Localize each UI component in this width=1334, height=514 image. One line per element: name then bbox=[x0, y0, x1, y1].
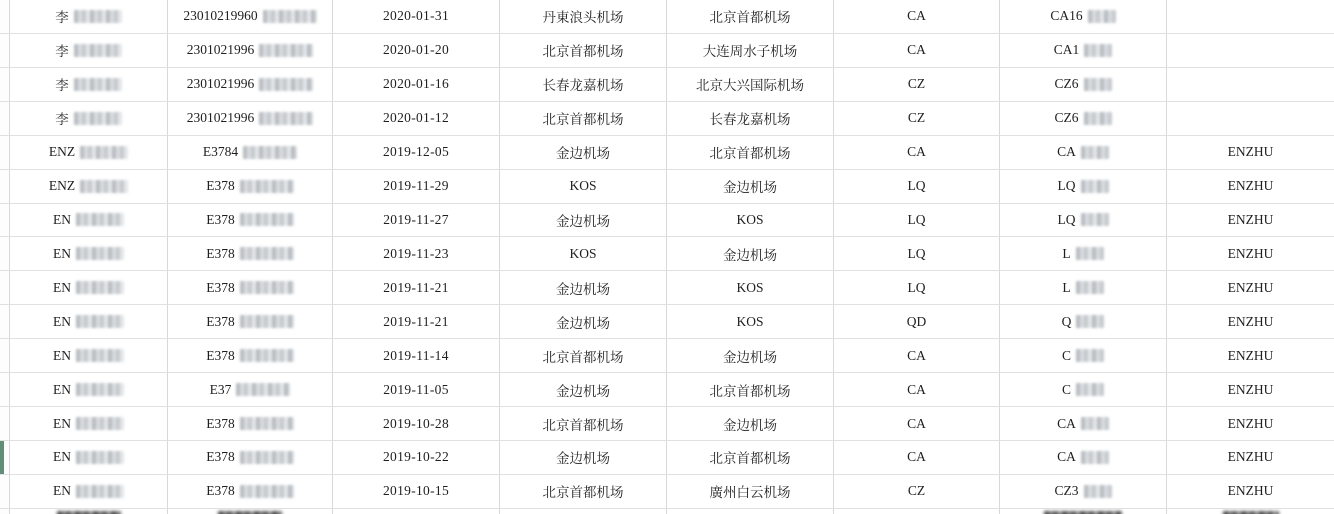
row-gutter bbox=[0, 204, 10, 237]
name-visible-text: EN bbox=[53, 415, 71, 431]
redaction-blur bbox=[80, 180, 128, 193]
flight-visible-text: C bbox=[1061, 347, 1071, 363]
id-visible-text: E378 bbox=[206, 483, 235, 499]
redaction-blur bbox=[240, 451, 294, 464]
flight-visible-text: CA16 bbox=[1050, 8, 1083, 24]
flight-visible-text: C bbox=[1061, 381, 1071, 397]
row-gutter bbox=[0, 0, 10, 33]
redaction-blur bbox=[1076, 383, 1104, 396]
cell-flight-number[interactable] bbox=[1000, 237, 1167, 270]
cell-airline-code[interactable]: CZ bbox=[834, 102, 1000, 135]
redaction-blur bbox=[1084, 112, 1112, 125]
cell-passenger-name-cn[interactable] bbox=[10, 136, 168, 169]
cell-id-number[interactable] bbox=[168, 441, 333, 474]
row-gutter bbox=[0, 102, 10, 135]
cell-passenger-partial bbox=[1167, 509, 1334, 514]
redaction-blur bbox=[240, 281, 294, 294]
cell-departure-airport[interactable]: 金边机场 bbox=[500, 271, 667, 304]
cell-id-number[interactable] bbox=[168, 170, 333, 203]
row-gutter bbox=[0, 271, 10, 304]
cell-flight-number[interactable] bbox=[1000, 475, 1167, 508]
cell-passenger-name-cn[interactable] bbox=[10, 237, 168, 270]
cell-flight-date[interactable]: 2019-11-23 bbox=[333, 237, 500, 270]
cell-flight-date[interactable]: 2019-10-15 bbox=[333, 475, 500, 508]
redaction-blur bbox=[76, 349, 124, 362]
cell-airline-code[interactable]: CA bbox=[834, 373, 1000, 406]
cell-id-number[interactable] bbox=[168, 237, 333, 270]
cell-arrival-airport[interactable]: 长春龙嘉机场 bbox=[667, 102, 834, 135]
redaction-blur bbox=[1088, 10, 1116, 23]
redaction-blur bbox=[243, 146, 297, 159]
table-row[interactable] bbox=[0, 204, 1334, 238]
row-gutter bbox=[0, 136, 10, 169]
cell-airline-code[interactable]: CA bbox=[834, 34, 1000, 67]
name-visible-text: ENZ bbox=[48, 178, 76, 194]
cell-departure-airport[interactable]: KOS bbox=[500, 170, 667, 203]
cell-passenger-name-cn[interactable] bbox=[10, 373, 168, 406]
cell-flight-date[interactable]: 2019-10-22 bbox=[333, 441, 500, 474]
redaction-blur bbox=[1081, 213, 1109, 226]
table-row[interactable] bbox=[0, 305, 1334, 339]
cell-id-partial bbox=[168, 509, 333, 514]
cell-departure-airport[interactable]: 金边机场 bbox=[500, 305, 667, 338]
cell-arrival-airport[interactable]: 金边机场 bbox=[667, 237, 834, 270]
redaction-blur bbox=[74, 78, 122, 91]
table-row[interactable] bbox=[0, 68, 1334, 102]
cell-passenger-name-en[interactable] bbox=[1167, 34, 1334, 67]
cell-airline-code[interactable]: CA bbox=[834, 0, 1000, 33]
id-visible-text: E378 bbox=[206, 415, 235, 431]
cell-airline-code[interactable]: LQ bbox=[834, 204, 1000, 237]
flight-visible-text: L bbox=[1062, 279, 1071, 295]
redaction-blur bbox=[76, 281, 124, 294]
row-gutter bbox=[0, 509, 10, 514]
id-visible-text: 2301021996 bbox=[186, 76, 255, 92]
partial-next-row bbox=[0, 509, 1334, 514]
name-visible-text: ENZ bbox=[48, 144, 76, 160]
redaction-blur bbox=[240, 315, 294, 328]
redaction-blur bbox=[240, 485, 294, 498]
cell-passenger-name-en[interactable]: ENZHU bbox=[1227, 483, 1274, 499]
name-visible-text: EN bbox=[53, 449, 71, 465]
redaction-blur bbox=[1081, 146, 1109, 159]
cell-departure-airport[interactable]: 金边机场 bbox=[500, 441, 667, 474]
cell-id-number[interactable] bbox=[168, 204, 333, 237]
cell-departure-airport[interactable]: 北京首都机场 bbox=[500, 102, 667, 135]
cell-airline-code[interactable]: CZ bbox=[834, 68, 1000, 101]
cell-passenger-name-en[interactable]: ENZHU bbox=[1227, 245, 1274, 261]
cell-departure-airport[interactable]: 金边机场 bbox=[500, 373, 667, 406]
table-row[interactable] bbox=[0, 475, 1334, 509]
cell-flight-number[interactable] bbox=[1000, 271, 1167, 304]
id-visible-text: 23010219960 bbox=[183, 8, 258, 24]
cell-arrival-airport[interactable]: 北京大兴国际机场 bbox=[667, 68, 834, 101]
cell-id-number[interactable] bbox=[168, 373, 333, 406]
id-visible-text: E378 bbox=[206, 211, 235, 227]
redaction-blur bbox=[259, 44, 313, 57]
redaction-blur bbox=[1081, 180, 1109, 193]
cell-departure-airport[interactable]: 北京首都机场 bbox=[500, 34, 667, 67]
redaction-blur bbox=[1081, 417, 1109, 430]
cell-flight-number[interactable] bbox=[1000, 373, 1167, 406]
cell-departure-airport[interactable]: 金边机场 bbox=[500, 204, 667, 237]
cell-airline-code[interactable]: LQ bbox=[834, 237, 1000, 270]
redaction-blur bbox=[259, 78, 313, 91]
cell-passenger-name-en[interactable] bbox=[1167, 68, 1334, 101]
name-visible-text: 李 bbox=[55, 44, 69, 60]
cell-flight-date[interactable]: 2019-11-05 bbox=[333, 373, 500, 406]
row-gutter bbox=[0, 475, 10, 508]
redaction-blur bbox=[76, 417, 124, 430]
cell-arrival-airport[interactable]: 金边机场 bbox=[667, 339, 834, 372]
redaction-blur bbox=[1084, 78, 1112, 91]
redaction-blur bbox=[236, 383, 290, 396]
flight-visible-text: CZ6 bbox=[1054, 110, 1079, 126]
cell-passenger-name-en[interactable]: ENZHU bbox=[1227, 347, 1274, 363]
redaction-blur bbox=[1076, 315, 1104, 328]
cell-departure-airport[interactable]: 北京首都机场 bbox=[500, 339, 667, 372]
cell-flight-date[interactable]: 2020-01-31 bbox=[333, 0, 500, 33]
cell-arrival-airport[interactable]: 金边机场 bbox=[667, 407, 834, 440]
cell-arrival-partial bbox=[667, 509, 834, 514]
flight-visible-text: LQ bbox=[1057, 178, 1076, 194]
cell-flight-date[interactable]: 2019-11-21 bbox=[333, 271, 500, 304]
cell-airline-partial bbox=[834, 509, 1000, 514]
cell-airline-code[interactable]: CA bbox=[834, 407, 1000, 440]
cell-passenger-name-en[interactable] bbox=[1167, 102, 1334, 135]
cell-flight-number[interactable] bbox=[1000, 441, 1167, 474]
row-gutter bbox=[0, 170, 10, 203]
cell-flight-number[interactable] bbox=[1000, 34, 1167, 67]
name-visible-text: EN bbox=[53, 313, 71, 329]
cell-departure-airport[interactable]: 丹東浪头机场 bbox=[500, 0, 667, 33]
table-row[interactable] bbox=[0, 339, 1334, 373]
row-gutter bbox=[0, 237, 10, 270]
redaction-blur bbox=[1076, 281, 1104, 294]
table-row[interactable] bbox=[0, 136, 1334, 170]
cell-passenger-name-cn[interactable] bbox=[10, 305, 168, 338]
cell-passenger-name-cn[interactable] bbox=[10, 339, 168, 372]
cell-passenger-name-en[interactable] bbox=[1167, 0, 1334, 33]
row-gutter bbox=[0, 68, 10, 101]
cell-airline-code[interactable]: LQ bbox=[834, 170, 1000, 203]
cell-flight-partial bbox=[1000, 509, 1167, 514]
cell-id-number[interactable] bbox=[168, 271, 333, 304]
cell-passenger-name-cn[interactable] bbox=[10, 68, 168, 101]
cell-arrival-airport[interactable]: 金边机场 bbox=[667, 170, 834, 203]
cell-passenger-name-en[interactable]: ENZHU bbox=[1227, 449, 1274, 465]
cell-arrival-airport[interactable]: 廣州白云机场 bbox=[667, 475, 834, 508]
cell-passenger-name-cn[interactable] bbox=[10, 170, 168, 203]
row-gutter bbox=[0, 34, 10, 67]
id-visible-text: E378 bbox=[206, 245, 235, 261]
redaction-blur bbox=[1081, 451, 1109, 464]
cell-id-number[interactable] bbox=[168, 475, 333, 508]
cell-passenger-name-en[interactable]: ENZHU bbox=[1227, 211, 1274, 227]
cell-flight-number[interactable] bbox=[1000, 170, 1167, 203]
flight-visible-text: LQ bbox=[1057, 211, 1076, 227]
name-visible-text: EN bbox=[53, 381, 71, 397]
cell-flight-number[interactable] bbox=[1000, 68, 1167, 101]
redaction-blur bbox=[76, 213, 124, 226]
cell-airline-code[interactable]: QD bbox=[834, 305, 1000, 338]
cell-flight-number[interactable] bbox=[1000, 204, 1167, 237]
name-visible-text: EN bbox=[53, 279, 71, 295]
cell-flight-date[interactable]: 2020-01-16 bbox=[333, 68, 500, 101]
cell-airline-code[interactable]: CA bbox=[834, 136, 1000, 169]
cell-flight-date[interactable]: 2019-11-21 bbox=[333, 305, 500, 338]
redaction-blur bbox=[240, 213, 294, 226]
cell-flight-number[interactable] bbox=[1000, 136, 1167, 169]
cell-departure-airport[interactable]: 金边机场 bbox=[500, 136, 667, 169]
cell-departure-airport[interactable]: 长春龙嘉机场 bbox=[500, 68, 667, 101]
cell-flight-number[interactable] bbox=[1000, 102, 1167, 135]
redaction-blur bbox=[80, 146, 128, 159]
table-row[interactable] bbox=[0, 441, 1334, 475]
redaction-blur bbox=[74, 44, 122, 57]
cell-flight-date[interactable]: 2019-11-14 bbox=[333, 339, 500, 372]
redaction-blur bbox=[259, 112, 313, 125]
cell-airline-code[interactable]: CA bbox=[834, 339, 1000, 372]
cell-airline-code[interactable]: CZ bbox=[834, 475, 1000, 508]
redaction-blur bbox=[76, 451, 124, 464]
flight-visible-text: Q bbox=[1061, 313, 1072, 329]
cell-airline-code[interactable]: CA bbox=[834, 441, 1000, 474]
cell-passenger-name-en[interactable]: ENZHU bbox=[1227, 178, 1274, 194]
cell-flight-date[interactable]: 2019-11-29 bbox=[333, 170, 500, 203]
cell-arrival-airport[interactable]: 北京首都机场 bbox=[667, 373, 834, 406]
row-gutter bbox=[0, 339, 10, 372]
flight-visible-text: CA bbox=[1057, 415, 1076, 431]
cell-departure-airport[interactable]: KOS bbox=[500, 237, 667, 270]
cell-passenger-name-en[interactable]: ENZHU bbox=[1227, 313, 1274, 329]
id-visible-text: 2301021996 bbox=[186, 42, 255, 58]
table-row[interactable] bbox=[0, 373, 1334, 407]
row-selection-indicator bbox=[0, 441, 4, 474]
cell-arrival-airport[interactable]: 北京首都机场 bbox=[667, 136, 834, 169]
cell-arrival-airport[interactable]: 大连周水子机场 bbox=[667, 34, 834, 67]
flight-visible-text: CA bbox=[1057, 144, 1076, 160]
redaction-blur bbox=[1084, 485, 1112, 498]
table-row[interactable] bbox=[0, 34, 1334, 68]
cell-arrival-airport[interactable]: 北京首都机场 bbox=[667, 441, 834, 474]
redaction-blur bbox=[263, 10, 317, 23]
cell-flight-date[interactable]: 2019-10-28 bbox=[333, 407, 500, 440]
id-visible-text: 2301021996 bbox=[186, 110, 255, 126]
cell-flight-number[interactable] bbox=[1000, 339, 1167, 372]
redaction-blur bbox=[74, 10, 122, 23]
cell-flight-date[interactable]: 2019-12-05 bbox=[333, 136, 500, 169]
row-gutter bbox=[0, 407, 10, 440]
cell-arrival-airport[interactable]: 北京首都机场 bbox=[667, 0, 834, 33]
flight-visible-text: CZ3 bbox=[1054, 483, 1079, 499]
cell-passenger-name-cn[interactable] bbox=[10, 204, 168, 237]
name-visible-text: 李 bbox=[55, 112, 69, 128]
cell-passenger-name-en[interactable]: ENZHU bbox=[1227, 144, 1274, 160]
cell-date-partial bbox=[333, 509, 500, 514]
cell-id-number[interactable] bbox=[168, 68, 333, 101]
cell-passenger-name-cn[interactable] bbox=[10, 475, 168, 508]
id-visible-text: E378 bbox=[206, 449, 235, 465]
row-gutter bbox=[0, 373, 10, 406]
redaction-blur bbox=[1076, 247, 1104, 260]
redaction-blur bbox=[74, 112, 122, 125]
cell-airline-code[interactable]: LQ bbox=[834, 271, 1000, 304]
cell-passenger-name-cn[interactable] bbox=[10, 441, 168, 474]
table-row[interactable] bbox=[0, 0, 1334, 34]
table-row[interactable] bbox=[0, 407, 1334, 441]
cell-id-number[interactable] bbox=[168, 305, 333, 338]
redaction-blur bbox=[76, 485, 124, 498]
cell-passenger-name-cn[interactable] bbox=[10, 34, 168, 67]
cell-passenger-name-cn[interactable] bbox=[10, 102, 168, 135]
redaction-blur bbox=[240, 180, 294, 193]
flight-visible-text: CZ6 bbox=[1054, 76, 1079, 92]
flight-visible-text: CA bbox=[1057, 449, 1076, 465]
table-row[interactable] bbox=[0, 102, 1334, 136]
cell-passenger-name-cn[interactable] bbox=[10, 0, 168, 33]
table-row[interactable] bbox=[0, 170, 1334, 204]
cell-id-number[interactable] bbox=[168, 0, 333, 33]
cell-name-partial bbox=[10, 509, 168, 514]
id-visible-text: E3784 bbox=[202, 144, 239, 160]
row-gutter bbox=[0, 441, 10, 474]
cell-id-number[interactable] bbox=[168, 339, 333, 372]
name-visible-text: EN bbox=[53, 245, 71, 261]
cell-id-number[interactable] bbox=[168, 136, 333, 169]
cell-arrival-airport[interactable]: KOS bbox=[667, 204, 834, 237]
cell-departure-airport[interactable]: 北京首都机场 bbox=[500, 475, 667, 508]
cell-flight-date[interactable]: 2020-01-12 bbox=[333, 102, 500, 135]
cell-arrival-airport[interactable]: KOS bbox=[667, 305, 834, 338]
cell-id-number[interactable] bbox=[168, 407, 333, 440]
redaction-blur bbox=[76, 247, 124, 260]
cell-id-number[interactable] bbox=[168, 102, 333, 135]
cell-flight-date[interactable]: 2019-11-27 bbox=[333, 204, 500, 237]
cell-passenger-name-cn[interactable] bbox=[10, 271, 168, 304]
cell-passenger-name-en[interactable]: ENZHU bbox=[1227, 381, 1274, 397]
redaction-blur bbox=[1076, 349, 1104, 362]
redaction-blur bbox=[240, 349, 294, 362]
name-visible-text: EN bbox=[53, 483, 71, 499]
cell-flight-number[interactable] bbox=[1000, 407, 1167, 440]
row-gutter bbox=[0, 305, 10, 338]
cell-flight-number[interactable] bbox=[1000, 305, 1167, 338]
cell-flight-number[interactable] bbox=[1000, 0, 1167, 33]
table-row[interactable] bbox=[0, 237, 1334, 271]
id-visible-text: E378 bbox=[206, 279, 235, 295]
name-visible-text: EN bbox=[53, 347, 71, 363]
cell-flight-date[interactable]: 2020-01-20 bbox=[333, 34, 500, 67]
cell-id-number[interactable] bbox=[168, 34, 333, 67]
redaction-blur bbox=[76, 315, 124, 328]
cell-departure-airport[interactable]: 北京首都机场 bbox=[500, 407, 667, 440]
id-visible-text: E378 bbox=[206, 313, 235, 329]
flight-visible-text: CA1 bbox=[1053, 42, 1080, 58]
flight-visible-text: L bbox=[1062, 245, 1071, 261]
table-row[interactable] bbox=[0, 271, 1334, 305]
name-visible-text: EN bbox=[53, 211, 71, 227]
id-visible-text: E378 bbox=[206, 347, 235, 363]
redaction-blur bbox=[240, 247, 294, 260]
id-visible-text: E378 bbox=[206, 178, 235, 194]
cell-departure-partial bbox=[500, 509, 667, 514]
redaction-blur bbox=[240, 417, 294, 430]
cell-passenger-name-en[interactable]: ENZHU bbox=[1227, 415, 1274, 431]
redaction-blur bbox=[1084, 44, 1112, 57]
name-visible-text: 李 bbox=[55, 10, 69, 26]
cell-passenger-name-en[interactable]: ENZHU bbox=[1227, 279, 1274, 295]
name-visible-text: 李 bbox=[55, 78, 69, 94]
redaction-blur bbox=[76, 383, 124, 396]
id-visible-text: E37 bbox=[209, 381, 232, 397]
cell-arrival-airport[interactable]: KOS bbox=[667, 271, 834, 304]
cell-passenger-name-cn[interactable] bbox=[10, 407, 168, 440]
